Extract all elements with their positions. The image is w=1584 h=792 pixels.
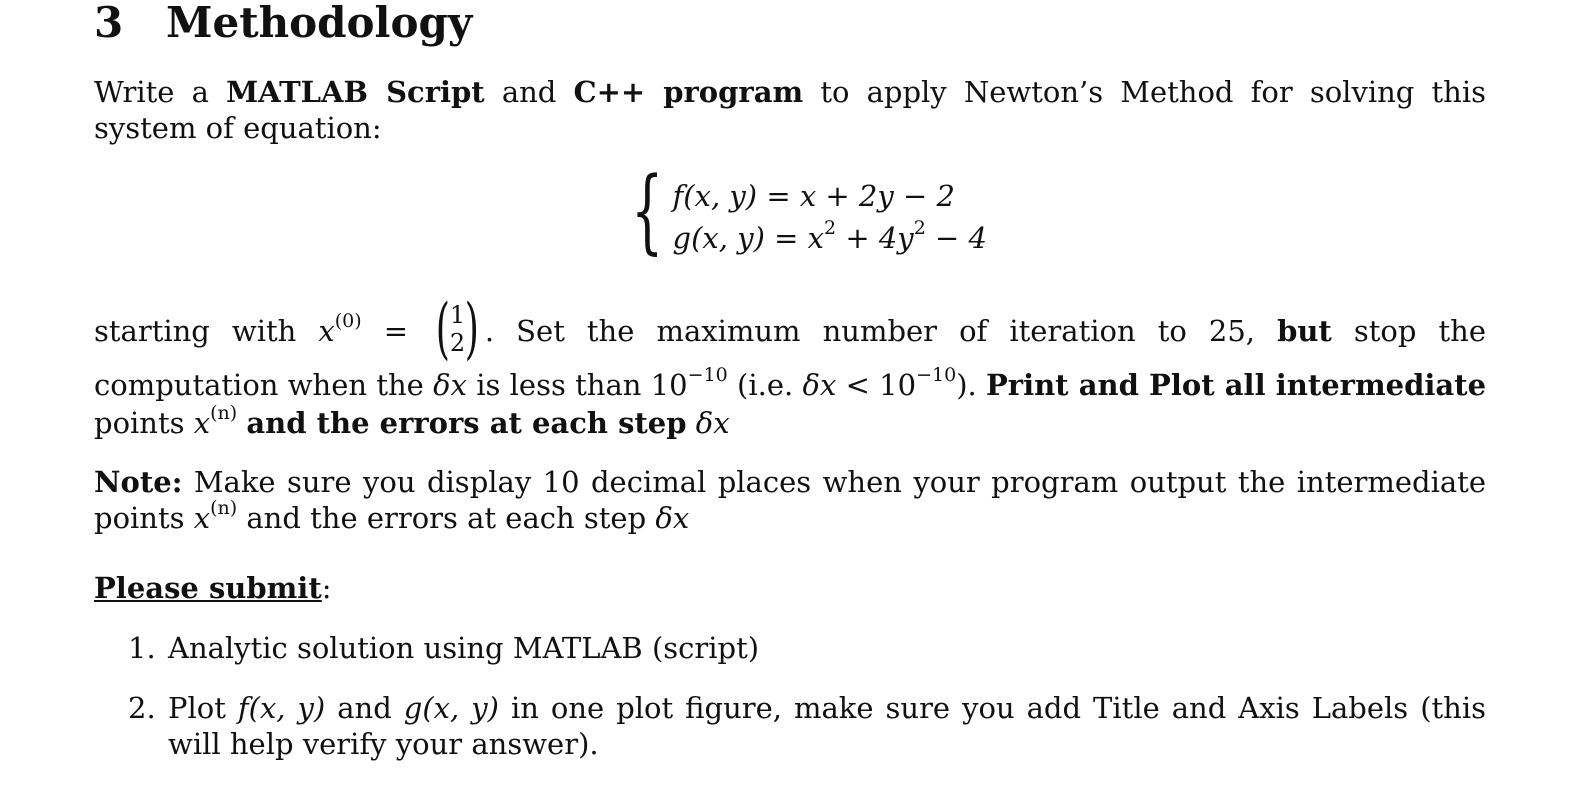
start-exp-1: −10	[687, 364, 728, 387]
start-text-4: is less than 10	[466, 368, 688, 402]
note-label: Note:	[94, 465, 183, 499]
equation-g	[673, 217, 987, 259]
submit-heading	[94, 570, 1486, 606]
note-paragraph	[94, 464, 1486, 536]
intro-paragraph	[94, 74, 1486, 146]
list-marker-1: 1.	[128, 631, 156, 665]
note-text-1: Make sure you display 10 decimal places when your program output the intermediate points	[94, 465, 1486, 535]
vector-value-2: 2	[449, 329, 466, 357]
start-bold-errors: and the errors at each step	[246, 406, 687, 440]
start-exp-2: −10	[916, 364, 957, 387]
start-text-5: (i.e.	[727, 368, 803, 402]
list-item	[128, 690, 1486, 762]
vector-value-1: 1	[449, 301, 466, 329]
section-title: Methodology	[166, 0, 473, 47]
start-text-7: ).	[956, 368, 986, 402]
equation-g-rhs-c: − 4	[925, 221, 987, 255]
vector-values	[450, 301, 465, 357]
intro-text-2: and	[484, 75, 574, 109]
start-bold-print-plot: Print and Plot all intermediate	[986, 368, 1487, 402]
start-xn: x	[193, 406, 211, 440]
list-item-1-text: Analytic solution using MATLAB (script)	[168, 631, 760, 665]
equation-g-sup-2: 2	[913, 217, 926, 240]
start-text-10	[687, 406, 696, 440]
note-xn: x	[193, 501, 211, 535]
list-item-2-f: f(x, y)	[237, 691, 326, 725]
note-text-2: and the errors at each step	[237, 501, 656, 535]
equation-g-rhs-a: = x	[774, 221, 825, 255]
start-text-8: points	[94, 406, 194, 440]
start-text-1: starting with	[94, 314, 319, 348]
right-paren-icon: )	[464, 290, 480, 367]
note-xn-sup: (n)	[210, 497, 238, 520]
start-x0-sup: (0)	[334, 310, 362, 333]
list-marker-2: 2.	[128, 691, 156, 725]
start-text-2: . Set the maximum number of iteration to 25,	[484, 314, 1278, 348]
equation-g-sup-1: 2	[824, 217, 837, 240]
list-item	[128, 630, 1486, 666]
equation-g-lhs: g(x, y)	[672, 221, 765, 255]
equation-lines	[673, 175, 987, 259]
equation-f-rhs: = x + 2y − 2	[766, 179, 955, 213]
start-xn-sup: (n)	[210, 402, 238, 425]
equation-f-lhs: f(x, y)	[672, 179, 758, 213]
submit-colon: :	[321, 571, 332, 605]
equation-g-rhs-b: + 4y	[836, 221, 914, 255]
list-item-2-g: g(x, y)	[403, 691, 499, 725]
intro-text-3: to apply Newton’s Method for solving this system of equation:	[94, 75, 1486, 145]
submit-label: Please submit	[94, 571, 322, 605]
left-paren-icon: (	[435, 290, 451, 367]
intro-bold-matlab: MATLAB Script	[226, 75, 485, 109]
start-bold-but: but	[1277, 314, 1332, 348]
list-item-2-text-3: in one plot figure, make sure you add Title and Axis Labels (this will help verify your answer).	[168, 691, 1486, 761]
section-number: 3	[94, 0, 124, 47]
equation-f	[673, 175, 987, 217]
section-heading	[94, 0, 472, 46]
note-dx: δx	[655, 501, 690, 535]
start-x0: x	[318, 314, 335, 348]
initial-vector	[430, 290, 485, 367]
list-item-2-text-2: and	[325, 691, 404, 725]
start-dx-3: δx	[695, 406, 730, 440]
start-dx-1: δx	[433, 368, 467, 402]
equation-system	[618, 157, 987, 264]
start-text-3: stop the computation when the	[94, 314, 1486, 402]
list-item-2-text-1: Plot	[168, 691, 238, 725]
start-dx-2: δx	[802, 368, 837, 402]
start-equals: =	[361, 314, 431, 348]
start-text-6: < 10	[836, 368, 917, 402]
intro-text-1: Write a	[94, 75, 227, 109]
intro-bold-cpp: C++ program	[573, 75, 804, 109]
start-paragraph	[94, 290, 1487, 442]
left-brace-icon: {	[631, 157, 664, 264]
start-text-9	[237, 406, 246, 440]
